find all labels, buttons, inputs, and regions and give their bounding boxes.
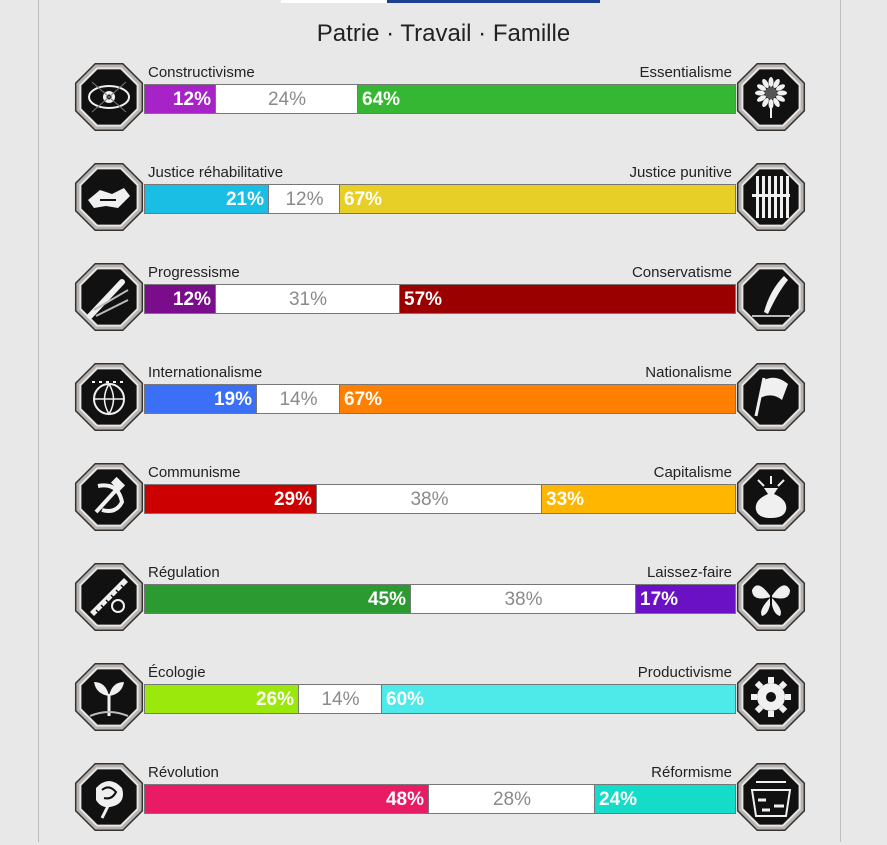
bar-left-segment: 26% bbox=[145, 685, 299, 713]
eye-icon bbox=[72, 60, 146, 134]
handshake-icon bbox=[72, 160, 146, 234]
bar-right-segment: 64% bbox=[358, 85, 736, 113]
axis-left-label: Progressisme bbox=[148, 264, 240, 281]
axis-bar bbox=[144, 784, 736, 814]
sunflower-icon bbox=[734, 60, 808, 134]
axis-bar bbox=[144, 184, 736, 214]
axis-bar bbox=[144, 284, 736, 314]
axis-right-label: Essentialisme bbox=[639, 64, 732, 81]
axis-bar bbox=[144, 84, 736, 114]
axis-row bbox=[0, 365, 887, 445]
axis-left-label: Constructivisme bbox=[148, 64, 255, 81]
bar-middle-segment: 38% bbox=[504, 589, 543, 610]
bar-left-segment: 48% bbox=[145, 785, 429, 813]
ruler-icon bbox=[72, 560, 146, 634]
bar-right-segment: 57% bbox=[400, 285, 736, 313]
globe-icon bbox=[72, 360, 146, 434]
bar-left-segment: 21% bbox=[145, 185, 269, 213]
bar-middle-segment: 24% bbox=[267, 89, 307, 110]
bar-right-segment: 67% bbox=[340, 185, 736, 213]
bar-middle-segment: 38% bbox=[410, 489, 449, 510]
axis-row bbox=[0, 565, 887, 645]
segment-divider bbox=[541, 485, 542, 513]
axis-right-label: Laissez-faire bbox=[646, 564, 732, 581]
bar-right-segment: 17% bbox=[636, 585, 736, 613]
bar-middle-segment: 28% bbox=[492, 789, 532, 810]
ballot-icon bbox=[734, 760, 808, 834]
bar-left-segment: 29% bbox=[145, 485, 317, 513]
bar-left-segment: 45% bbox=[145, 585, 411, 613]
segment-divider bbox=[381, 685, 382, 713]
segment-divider bbox=[339, 185, 340, 213]
axis-row bbox=[0, 665, 887, 745]
bar-middle-segment: 12% bbox=[285, 189, 324, 210]
axis-left-label: Communisme bbox=[148, 464, 241, 481]
segment-divider bbox=[428, 785, 429, 813]
axis-left-label: Régulation bbox=[148, 564, 220, 581]
axis-bar bbox=[144, 384, 736, 414]
axis-left-label: Justice réhabilitative bbox=[148, 164, 284, 181]
axis-right-label: Justice punitive bbox=[629, 164, 732, 181]
segment-divider bbox=[316, 485, 317, 513]
axis-row bbox=[0, 765, 887, 845]
money-bag-icon bbox=[734, 460, 808, 534]
segment-divider bbox=[594, 785, 595, 813]
axis-right-label: Nationalisme bbox=[645, 364, 732, 381]
axis-row bbox=[0, 465, 887, 545]
bar-left-segment: 12% bbox=[145, 285, 216, 313]
quill-icon bbox=[734, 260, 808, 334]
axis-bar bbox=[144, 584, 736, 614]
axis-left-label: Révolution bbox=[148, 764, 219, 781]
flag-icon bbox=[734, 360, 808, 434]
axis-right-label: Conservatisme bbox=[631, 264, 732, 281]
axis-bar bbox=[144, 684, 736, 714]
segment-divider bbox=[399, 285, 400, 313]
bar-left-segment: 12% bbox=[145, 85, 216, 113]
axis-left-label: Écologie bbox=[148, 664, 206, 681]
axis-right-label: Capitalisme bbox=[653, 464, 732, 481]
segment-divider bbox=[339, 385, 340, 413]
flag-stripe-white bbox=[281, 0, 387, 3]
bar-right-segment: 33% bbox=[542, 485, 736, 513]
bar-right-segment: 24% bbox=[595, 785, 736, 813]
bar-middle-segment: 14% bbox=[279, 389, 318, 410]
segment-divider bbox=[635, 585, 636, 613]
axis-row bbox=[0, 265, 887, 345]
prison-bars-icon bbox=[734, 160, 808, 234]
bar-middle-segment: 31% bbox=[288, 289, 328, 310]
fist-rose-icon bbox=[72, 760, 146, 834]
gear-icon bbox=[734, 660, 808, 734]
segment-divider bbox=[410, 585, 411, 613]
segment-divider bbox=[256, 385, 257, 413]
bar-middle-segment: 14% bbox=[321, 689, 360, 710]
chart-title: Patrie · Travail · Famille bbox=[316, 20, 571, 47]
segment-divider bbox=[298, 685, 299, 713]
flag-stripe-blue bbox=[387, 0, 600, 3]
segment-divider bbox=[215, 85, 216, 113]
axis-left-label: Internationalisme bbox=[148, 364, 263, 381]
axis-right-label: Réformisme bbox=[651, 764, 732, 781]
segment-divider bbox=[357, 85, 358, 113]
butterfly-icon bbox=[734, 560, 808, 634]
axis-row bbox=[0, 65, 887, 145]
bar-right-segment: 67% bbox=[340, 385, 736, 413]
axis-bar bbox=[144, 484, 736, 514]
segment-divider bbox=[215, 285, 216, 313]
axis-row bbox=[0, 165, 887, 245]
hammer-sickle-icon bbox=[72, 460, 146, 534]
axis-right-label: Productivisme bbox=[637, 664, 732, 681]
sprout-icon bbox=[72, 660, 146, 734]
comet-icon bbox=[72, 260, 146, 334]
segment-divider bbox=[268, 185, 269, 213]
bar-right-segment: 60% bbox=[382, 685, 736, 713]
bar-left-segment: 19% bbox=[145, 385, 257, 413]
